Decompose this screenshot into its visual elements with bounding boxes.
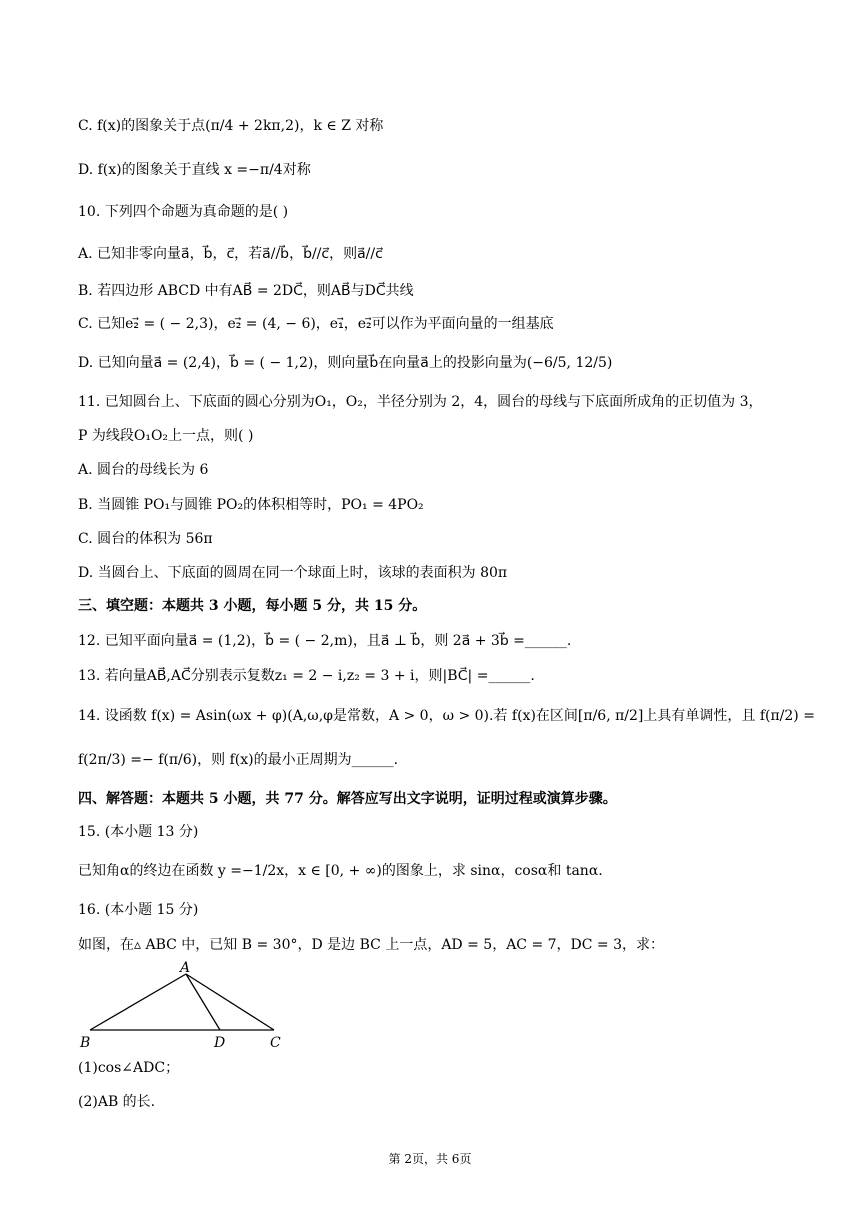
q11-option-b: B. 当圆锥 PO₁与圆锥 PO₂的体积相等时，PO₁ = 4PO₂	[78, 497, 424, 513]
vertex-label-c: C	[270, 1035, 281, 1051]
q10-option-a: A. 已知非零向量a⃗，b⃗，c⃗，若a⃗//b⃗，b⃗//c⃗，则a⃗//c⃗	[78, 246, 383, 262]
q13: 13. 若向量AB⃗,AC⃗分别表示复数z₁ = 2 − i,z₂ = 3 + i，则|BC⃗| =______.	[78, 668, 535, 684]
q12: 12. 已知平面向量a⃗ = (1,2)，b⃗ = ( − 2,m)，且a⃗ ⊥ b⃗，则 2a⃗ + 3b⃗ =______.	[78, 633, 572, 649]
q11-option-d: D. 当圆台上、下底面的圆周在同一个球面上时，该球的表面积为 80π	[78, 565, 508, 581]
vertex-label-d: D	[214, 1035, 226, 1051]
q10-option-b: B. 若四边形 ABCD 中有AB⃗ = 2DC⃗，则AB⃗与DC⃗共线	[78, 283, 414, 299]
triangle-figure	[78, 958, 298, 1054]
q11-stem-cont: P 为线段O₁O₂上一点，则( )	[78, 428, 254, 444]
q15-header: 15. (本小题 13 分)	[78, 824, 199, 840]
vertex-label-a: A	[180, 960, 191, 976]
q14-cont: f(2π/3) =− f(π/6)，则 f(x)的最小正周期为______.	[78, 752, 399, 768]
segment-ac	[186, 974, 274, 1030]
q16-body: 如图，在▵ ABC 中，已知 B = 30°，D 是边 BC 上一点，AD = 5，AC = 7，DC = 3，求：	[78, 937, 665, 953]
segment-ad	[186, 974, 220, 1030]
q11-option-c: C. 圆台的体积为 56π	[78, 531, 213, 547]
q10-option-d: D. 已知向量a⃗ = (2,4)，b⃗ = ( − 1,2)，则向量b⃗在向量a⃗上的投影向量为(−6/5, 12/5)	[78, 355, 613, 371]
q9-option-c: C. f(x)的图象关于点(π/4 + 2kπ,2)，k ∈ Z 对称	[78, 118, 384, 134]
section-4-heading: 四、解答题：本题共 5 小题，共 77 分。解答应写出文字说明，证明过程或演算步骤。	[78, 791, 617, 807]
q15-body: 已知角α的终边在函数 y =−1/2x，x ∈ [0, + ∞)的图象上，求 sinα，cosα和 tanα.	[78, 863, 603, 879]
q16-header: 16. (本小题 15 分)	[78, 902, 199, 918]
q16-part-1: (1)cos∠ADC；	[78, 1060, 180, 1076]
q11-option-a: A. 圆台的母线长为 6	[78, 462, 209, 478]
segment-ab	[90, 974, 186, 1030]
q10-option-c: C. 已知e₂⃗ = ( − 2,3)，e₂⃗ = (4, − 6)，e₁⃗，e₂⃗可以作为平面向量的一组基底	[78, 316, 554, 332]
vertex-label-b: B	[80, 1035, 91, 1051]
q16-part-2: (2)AB 的长.	[78, 1094, 156, 1110]
page-footer: 第 2页，共 6页	[388, 1152, 472, 1166]
q14: 14. 设函数 f(x) = Asin(ωx + φ)(A,ω,φ是常数，A > 0，ω > 0).若 f(x)在区间[π/6, π/2]上具有单调性，且 f(π/2) =	[78, 708, 815, 724]
q11-stem: 11. 已知圆台上、下底面的圆心分别为O₁，O₂，半径分别为 2，4，圆台的母线与下底面所成角的正切值为 3，	[78, 394, 763, 410]
q10-stem: 10. 下列四个命题为真命题的是( )	[78, 204, 289, 220]
q9-option-d: D. f(x)的图象关于直线 x =−π/4对称	[78, 162, 311, 178]
section-3-heading: 三、填空题：本题共 3 小题，每小题 5 分，共 15 分。	[78, 598, 427, 614]
